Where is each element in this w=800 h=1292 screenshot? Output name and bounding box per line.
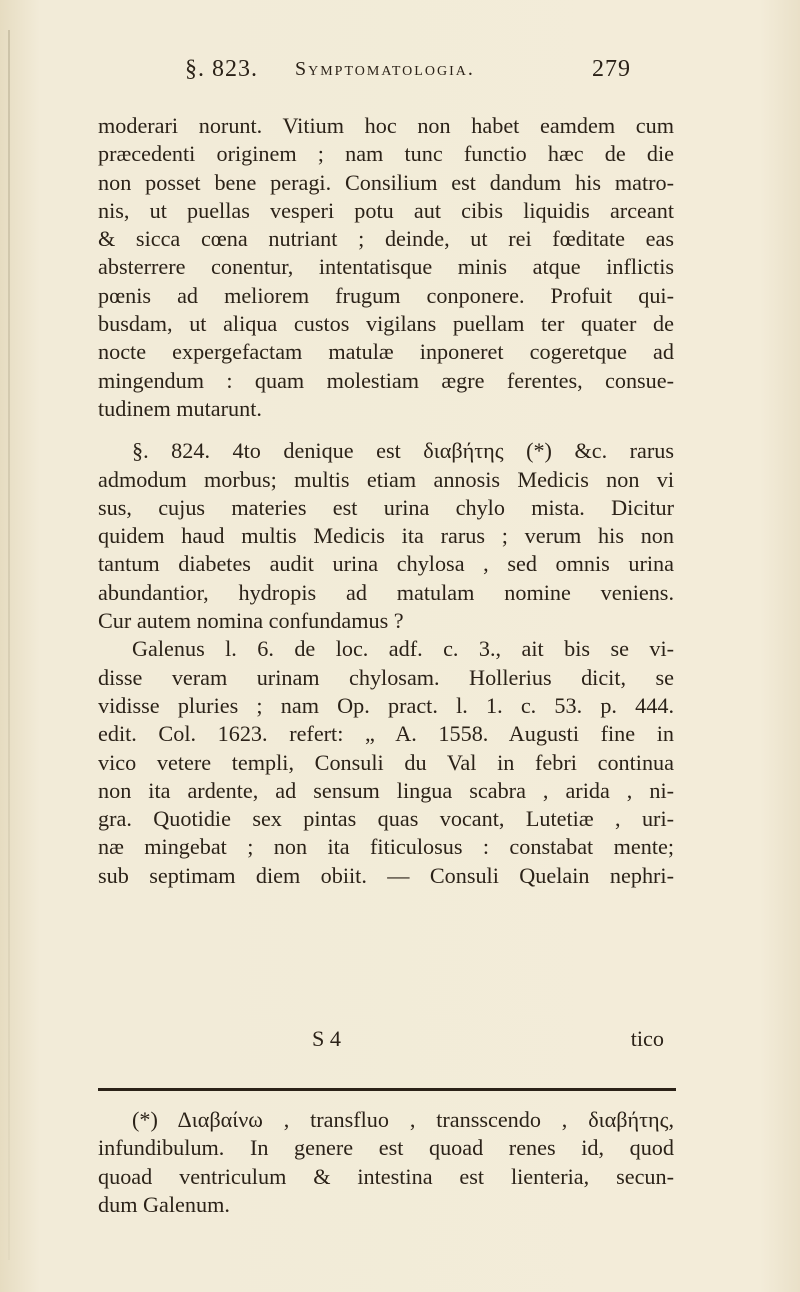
section-number: §. 823. — [185, 56, 258, 82]
page-edge-shadow — [8, 30, 10, 1260]
text-line: absterrere conentur, intentatisque minis atque inflictis — [98, 254, 674, 280]
text-line: moderari norunt. Vitium hoc non habet eamdem cum — [98, 113, 674, 138]
footnote-rule — [98, 1088, 676, 1091]
text-line: pœnis ad meliorem frugum conponere. Profuit qui- — [98, 282, 674, 308]
text-line: & sicca cœna nutriant ; deinde, ut rei fœditate eas — [98, 226, 674, 252]
text-line: vidisse pluries ; nam Op. pract. l. 1. c. 53. p. 444. — [98, 692, 674, 718]
text-line: Cur autem nomina confundamus ? — [98, 608, 404, 634]
footnote-line: infundibulum. In genere est quoad renes id, quod — [98, 1135, 674, 1161]
text-line: mingendum : quam molestiam ægre ferentes, consue- — [98, 367, 674, 393]
text-line: næ mingebat ; non ita fiticulosus : constabat mente; — [98, 834, 674, 860]
footnote-line: (*) Διαβαίνω , transfluo , transscendo , διαβήτης, — [132, 1107, 674, 1132]
text-line: quidem haud multis Medicis ita rarus ; verum his non — [98, 523, 674, 549]
footnote-line: dum Galenum. — [98, 1191, 230, 1217]
footnote-line: quoad ventriculum & intestina est lienteria, secun- — [98, 1163, 674, 1189]
text-line: nocte expergefactam matulæ inponeret cogeretque ad — [98, 339, 674, 365]
text-line: admodum morbus; multis etiam annosis Medicis non vi — [98, 466, 674, 492]
text-line: non ita ardente, ad sensum lingua scabra , arida , ni- — [98, 777, 674, 803]
running-header — [185, 52, 631, 88]
text-line: tantum diabetes audit urina chylosa , sed omnis urina — [98, 551, 674, 577]
footnote — [98, 1106, 674, 1219]
text-line: tudinem mutarunt. — [98, 395, 262, 421]
text-line: abundantior, hydropis ad matulam nomine veniens. — [98, 579, 674, 605]
text-line: nis, ut puellas vesperi potu aut cibis liquidis arceant — [98, 197, 674, 223]
text-line: non posset bene peragi. Consilium est dandum his matro- — [98, 169, 674, 195]
running-title: Symptomatologia. — [295, 58, 475, 80]
text-line: Galenus l. 6. de loc. adf. c. 3., ait bis se vi- — [132, 636, 674, 662]
text-line: gra. Quotidie sex pintas quas vocant, Lutetiæ , uri- — [98, 806, 674, 832]
main-text — [98, 112, 674, 890]
text-line: edit. Col. 1623. refert: „ A. 1558. Augusti fine in — [98, 721, 674, 747]
text-line: præcedenti originem ; nam tunc functio hæc de die — [98, 141, 674, 167]
catchline — [98, 1026, 674, 1056]
text-line: sus, cujus materies est urina chylo mista. Dicitur — [98, 494, 674, 520]
text-line: §. 824. 4to denique est διαβήτης (*) &c. rarus — [132, 438, 674, 464]
text-line: disse veram urinam chylosam. Hollerius dicit, se — [98, 664, 674, 690]
signature-mark: S 4 — [312, 1026, 341, 1051]
text-line: vico vetere templi, Consuli du Val in febri continua — [98, 749, 674, 775]
text-line: sub septimam diem obiit. — Consuli Quelain nephri- — [98, 862, 674, 888]
text-line: busdam, ut aliqua custos vigilans puellam ter quater de — [98, 311, 674, 337]
paragraph-1 — [98, 112, 674, 423]
catchword: tico — [630, 1026, 664, 1051]
paragraph-824 — [98, 437, 674, 890]
page-number: 279 — [592, 56, 631, 82]
